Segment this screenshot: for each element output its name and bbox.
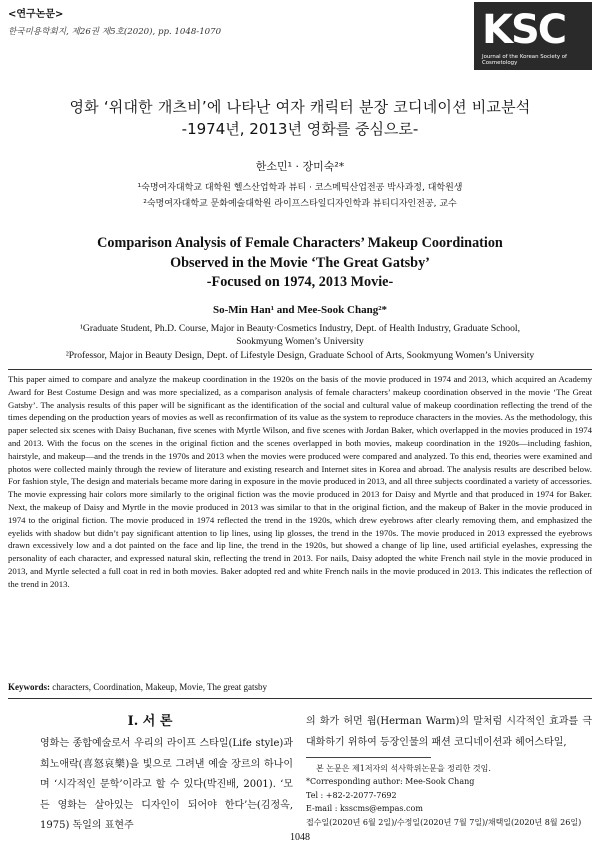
english-affiliation-1-line2: Sookmyung Women’s University: [236, 336, 364, 347]
keywords-text: characters, Coordination, Makeup, Movie, The great gatsby: [52, 682, 268, 692]
english-title-line3: -Focused on 1974, 2013 Movie-: [206, 274, 394, 290]
footnote-corresponding-author: *Corresponding author: Mee-Sook Chang: [306, 777, 475, 787]
english-authors: So-Min Han¹ and Mee-Sook Chang²*: [212, 304, 388, 316]
logo-caption: Journal of the Korean Society of Cosmetology: [482, 54, 567, 66]
footnote-rule: [306, 757, 431, 758]
english-title-line1: Comparison Analysis of Female Characters’ Makeup Coordination: [97, 235, 503, 251]
footnotes: [306, 762, 592, 829]
english-affiliation-1-line1: ¹Graduate Student, Ph.D. Course, Major in Beauty·Cosmetics Industry, Dept. of Health Industry, Graduate School,: [80, 323, 520, 334]
korean-title-line1: 영화 ‘위대한 개츠비’에 나타난 여자 캐릭터 분장 코디네이션 비교분석: [69, 98, 531, 116]
article-type-tag: <연구논문>: [8, 9, 64, 20]
footnote-email: E-mail : ksscms@empas.com: [306, 804, 423, 814]
footnote-thesis-note: 본 논문은 제1저자의 석사학위논문을 정리한 것임.: [316, 764, 491, 773]
section-heading-introduction: Ⅰ. 서 론: [127, 714, 173, 729]
keywords-label: Keywords:: [8, 682, 50, 692]
korean-authors: 한소민¹ · 장미숙²*: [255, 160, 345, 173]
page-number: 1048: [290, 832, 310, 843]
english-affiliation-2: ²Professor, Major in Beauty Design, Dept. of Lifestyle Design, Graduate School of Arts, Sookmyung Women’s University: [65, 350, 535, 361]
keywords-bottom-rule: [8, 698, 592, 699]
korean-title-line2: -1974년, 2013년 영화를 중심으로-: [181, 120, 419, 138]
body-left-column: 영화는 종합예술로서 우리의 라이프 스타일(Life style)과 희노애락(喜怒哀樂)을 빛으로 그려낸 예술 장르의 하나이며 ‘시각적인 문학’이라고 할 수 있다(박진배, 2001). ‘모든 영화는 살아있는 디자인이 되어야 한다’는(김정옥, 1975) 독일의 표현주: [40, 738, 293, 831]
footnote-dates: 접수일(2020년 6월 2일)/수정일(2020년 7월 7일)/채택일(2020년 8월 26일): [306, 817, 582, 827]
journal-logo: [474, 2, 592, 70]
korean-affiliation-1: ¹숙명여자대학교 대학원 헬스산업학과 뷰티 · 코스메틱산업전공 박사과정, 대학원생: [137, 183, 463, 193]
english-title-line2: Observed in the Movie ‘The Great Gatsby’: [170, 255, 430, 271]
body-right-column: 의 화가 허먼 웜(Herman Warm)의 말처럼 시각적인 효과를 극대화하기 위하여 등장인물의 패션 코디네이션과 헤어스타일,: [306, 716, 592, 748]
keywords-line: [8, 682, 267, 692]
logo-letters: KSC: [482, 7, 566, 53]
abstract-text: This paper aimed to compare and analyze the makeup coordination in the 1920s on the basis of the movie produced in 1974 and 2013, which acquired an Academy Award for Best Costume Design and was more specialized, as a comparison analysis of female characters’ makeup coordination observed in the movie ‘The Great Gatsby’. The analysis results of this paper will be significant as the identification of the social and cultural value of makeup coordination reflecting the trend of the times depending on the production years of movies as well as reconfirmation of its value as the system to reproduce characters in the movies. As the methodology, this paper selected six scenes with Daisy Buchanan, five scenes with Myrtle Wilson, and five scenes with Jordan Baker, which overlapped in the movies produced in 1974 and 2013. With the focus on the scenes in the original fiction and the scenes overlapped in both movies, makeup coordination in the 1920s—including fashion, hairstyle, and makeup—and the trends in the 1970s and 2013 when the movies were produced were compared and analyzed. To this end, theories were examined and photos were collected mainly through the review of literature and existing research and Internet sites in Korea and abroad. The analysis results are described below. For fashion style, The design and materials became more daring in exposure in the movie produced in 2013, and all three subjects coordinated a variety of accessories. The movie expressing hair colors more similarly to the original fiction was the movie produced in 2013 for Daisy and Myrtle and that produced in 1974 for Baker. Next, the makeup of Daisy and Myrtle in the movie produced in 2013 was similar to that in the original fiction, and the makeup of Baker in the movie produced in 1974 to the original fiction. The movie produced in 1974 reflected the trend in the 1920s, which drew eyebrows after clearly removing them, and emphasized the eyelids with shadow but didn’t pay significant attention to lip lines, using lip glosses, the trend in the 1970s. The movie produced in 2013 expressed the eyebrows drawn excessively low and a dot painted on the face and lip line, the trend in the 1920s, but showed a change of lip line, used artificial eyelashes, expressing the personality of each character, and expressed natural skin, reflecting the trend in 2013. For nails, Daisy adopted the white French nail style in the movie produced in 2013, and Myrtle selected a full coat in red in both movies. Baker adopted red and white French nails in the movie produced in 2013. This indicates the reflection of the trend in 2013.: [8, 374, 592, 589]
journal-reference: 한국미용학회지, 제26권 제5호(2020), pp. 1048-1070: [8, 27, 222, 37]
korean-affiliation-2: ²숙명여자대학교 문화예술대학원 라이프스타일디자인학과 뷰티디자인전공, 교수: [143, 199, 457, 209]
abstract-top-rule: [8, 369, 592, 370]
footnote-tel: Tel : +82-2-2077-7692: [306, 790, 397, 800]
